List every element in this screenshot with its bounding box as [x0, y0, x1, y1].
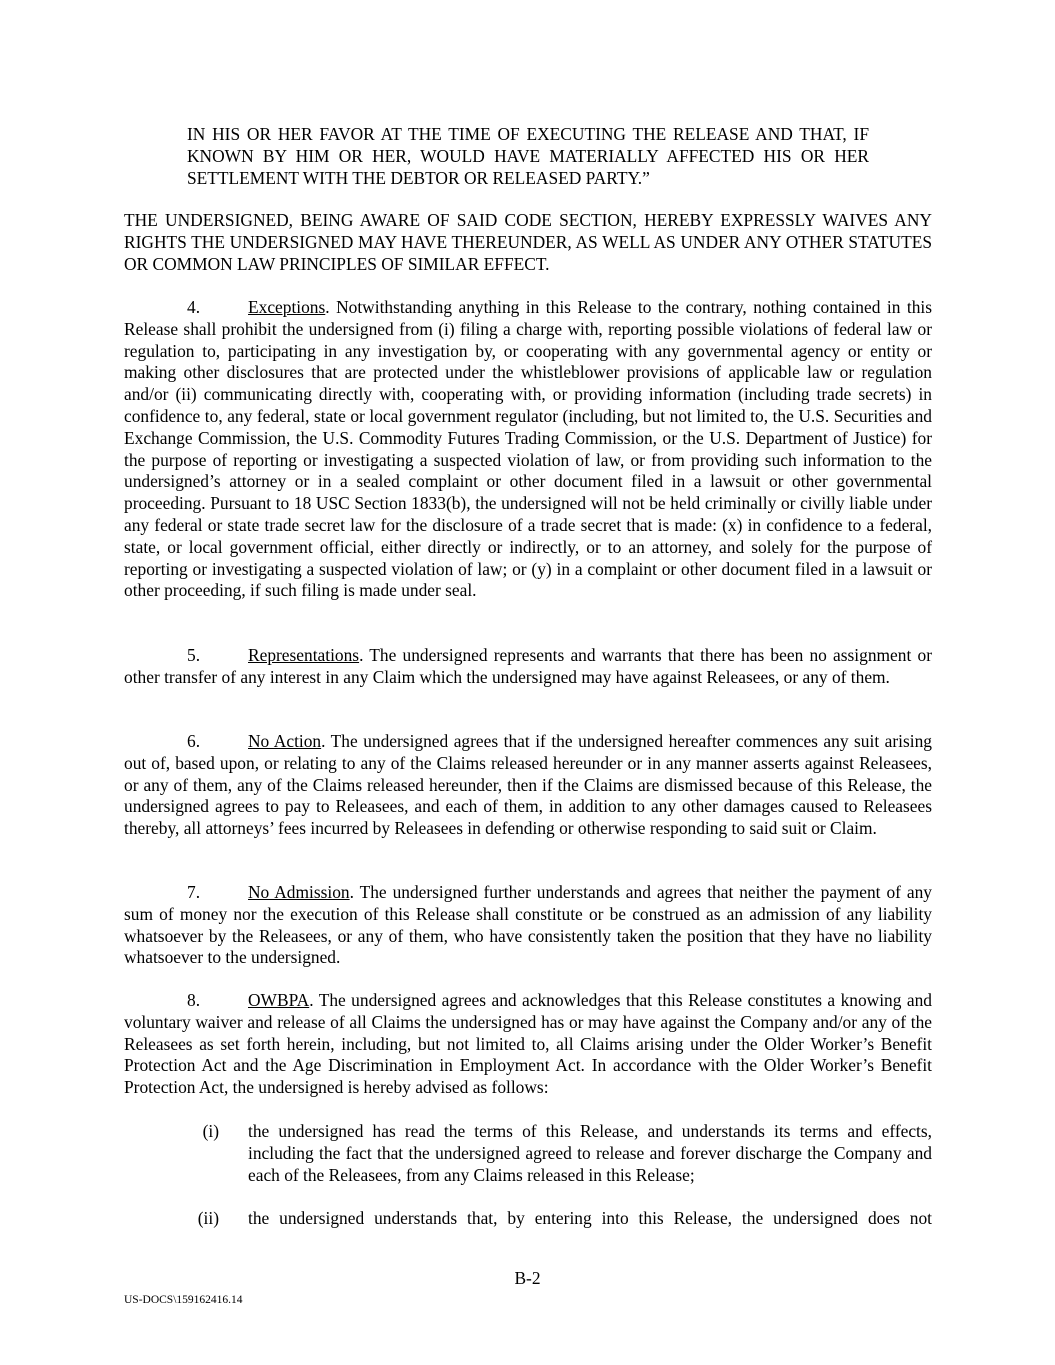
section-heading: No Admission	[248, 882, 350, 902]
section-number: 8.	[187, 990, 201, 1010]
section-text: . The undersigned agrees and acknowledges that this Release constitutes a knowing and voluntary waiver and release of all Claims the undersigned has or may have against the Company and/or any of the Releasees as set forth herein, including, but not limited to, all Claims arising under the Older Worker’s Benefit Protection Act and the Age Discrimination in Employment Act. In accordance with the Older Worker’s Benefit Protection Act, the undersigned is hereby advised as follows:	[124, 990, 932, 1098]
section-text: . The undersigned further understands and agrees that neither the payment of any sum of money nor the execution of this Release shall constitute or be construed as an admission of any liability whatsoever by the Releasees, or any of them, who have consistently taken the position that they have no liability whatsoever to the undersigned.	[124, 882, 932, 968]
document-id: US-DOCS\159162416.14	[124, 1294, 243, 1306]
section-5	[124, 645, 932, 689]
section-heading: Representations	[248, 645, 360, 665]
section-number: 7.	[187, 882, 201, 902]
quote-continuation: IN HIS OR HER FAVOR AT THE TIME OF EXECUTING THE RELEASE AND THAT, IF KNOWN BY HIM OR HER, WOULD HAVE MATERIALLY AFFECTED HIS OR HER SETTLEMENT WITH THE DEBTOR OR RELEASED PARTY.”	[187, 124, 869, 188]
list-item	[124, 1208, 932, 1230]
list-text: the undersigned understands that, by entering into this Release, the undersigned does not	[248, 1208, 932, 1228]
section-number: 6.	[187, 731, 201, 751]
list-text: the undersigned has read the terms of this Release, and understands its terms and effects, including the fact that the undersigned agreed to release and forever discharge the Company and each of the Releasees, from any Claims released in this Release;	[248, 1121, 932, 1185]
page-number: B-2	[514, 1268, 541, 1288]
section-number: 5.	[187, 645, 201, 665]
section-6	[124, 731, 932, 840]
section-7	[124, 882, 932, 969]
list-marker: (i)	[202, 1121, 219, 1141]
section-text: . The undersigned agrees that if the undersigned hereafter commences any suit arising out of, based upon, or relating to any of the Claims released hereunder or in any manner asserts against Releasees, or any of them, any of the Claims released hereunder, then if the Claims are dismissed because of this Release, the undersigned agrees to pay to Releasees, and each of them, in addition to any other damages caused to Releasees thereby, all attorneys’ fees incurred by Releasees in defending or otherwise responding to said suit or Claim.	[124, 731, 933, 839]
section-heading: Exceptions	[248, 297, 326, 317]
section-8	[124, 990, 932, 1099]
section-text: . The undersigned represents and warrants that there has been no assignment or other transfer of any interest in any Claim which the undersigned may have against Releasees, or any of them.	[124, 645, 932, 687]
waiver-paragraph: THE UNDERSIGNED, BEING AWARE OF SAID CODE SECTION, HEREBY EXPRESSLY WAIVES ANY RIGHTS THE UNDERSIGNED MAY HAVE THEREUNDER, AS WELL AS UNDER ANY OTHER STATUTES OR COMMON LAW PRINCIPLES OF SIMILAR EFFECT.	[124, 210, 932, 274]
list-marker: (ii)	[197, 1208, 219, 1228]
section-heading: OWBPA	[248, 990, 310, 1010]
section-text: . Notwithstanding anything in this Release to the contrary, nothing contained in this Release shall prohibit the undersigned from (i) filing a charge with, reporting possible violations of federal law or regulation to, participating in any investigation by, or cooperating with any governmental agency or entity or making other disclosures that are protected under the whistleblower provisions of applicable law or regulation and/or (ii) communicating directly with, cooperating with, or providing information (including trade secrets) in confidence to, any federal, state or local government regulator (including, but not limited to, the U.S. Securities and Exchange Commission, the U.S. Commodity Futures Trading Commission, or the U.S. Department of Justice) for the purpose of reporting or investigating a suspected violation of law, or from providing such information to the undersigned’s attorney or in a sealed complaint or other document filed in a lawsuit or other governmental proceeding. Pursuant to 18 USC Section 1833(b), the undersigned will not be held criminally or civilly liable under any federal or state trade secret law for the disclosure of a trade secret that is made: (x) in confidence to a federal, state, or local government official, either directly or indirectly, or to an attorney, and solely for the purpose of reporting or investigating a suspected violation of law; or (y) in a complaint or other document filed in a lawsuit or other proceeding, if such filing is made under seal.	[124, 297, 932, 601]
list-item	[124, 1121, 932, 1186]
section-number: 4.	[187, 297, 201, 317]
section-4	[124, 297, 932, 602]
section-heading: No Action	[248, 731, 322, 751]
